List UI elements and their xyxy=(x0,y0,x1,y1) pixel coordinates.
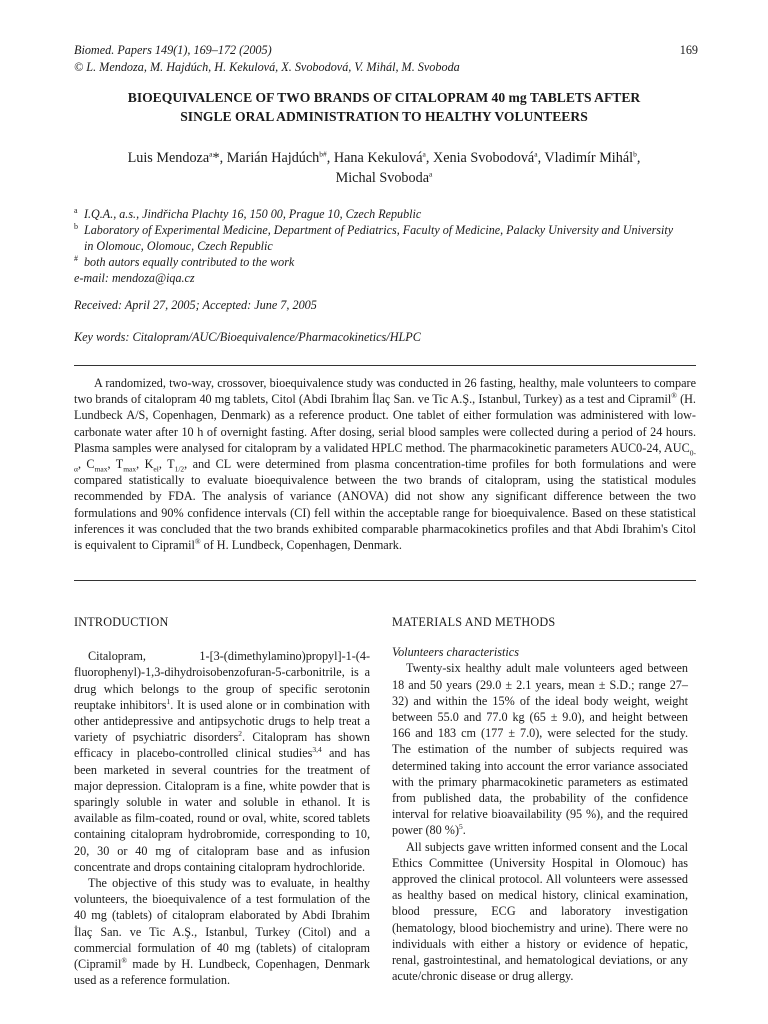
subscript: el xyxy=(153,464,159,474)
introduction-heading: INTRODUCTION xyxy=(74,615,169,629)
author-affil-mark: a xyxy=(429,169,433,179)
abstract-text: A randomized, two-way, crossover, bioequivalence study was conducted in 26 fasting, healthy, male volunteers to compare two brands of citalopram 40 mg tablets, Citol (Abdi Ibrahim İlaç San. ve Tic A.Ş., Istanbul, Turkey) as a test and Cipramil xyxy=(74,376,696,407)
volunteers-subheading: Volunteers characteristics xyxy=(392,645,519,660)
affiliation-text: I.Q.A., a.s., Jindřicha Plachty 16, 150 00, Prague 10, Czech Republic xyxy=(84,207,422,221)
author-affil-mark: a xyxy=(209,149,213,159)
subscript: 0-α xyxy=(74,448,696,474)
abstract-top-rule xyxy=(74,365,696,366)
body-text: and has been marketed in several countries for the treatment of major depression. Citalopram is a fine, white powder that is sparingly soluble in water and soluble in ethanol. It is available as film-coated, round or oval, white, scored tablets containing citalopram hydrobromide, corresponding to 10, 20, 30 or 40 mg of citalopram base and as infusion concentrate and drops containing citalopram hydrochloride. xyxy=(74,746,370,874)
affiliation-mark: b xyxy=(74,222,78,231)
methods-heading: MATERIALS AND METHODS xyxy=(392,615,556,629)
author-name: Michal Svoboda xyxy=(335,170,430,186)
abstract xyxy=(74,375,696,553)
body-text: . xyxy=(462,823,466,838)
affiliation-b xyxy=(74,222,698,238)
body-text: . It is used alone or in combination with other antidepressive and antipsychotic drugs to help treat a variety of psychiatric disorders xyxy=(74,697,370,745)
registered-mark: ® xyxy=(194,536,201,546)
author-affil-mark: a xyxy=(534,149,538,159)
affiliation-b-cont xyxy=(74,238,698,254)
title-line-2: SINGLE ORAL ADMINISTRATION TO HEALTHY VOLUNTEERS xyxy=(180,109,588,124)
registered-mark: ® xyxy=(671,391,677,401)
subscript: max xyxy=(123,464,137,474)
subscript: 1/2 xyxy=(174,464,185,474)
paper-title xyxy=(74,88,694,126)
affiliations xyxy=(74,206,698,286)
affiliation-a xyxy=(74,206,698,222)
author-name: Marián Hajdúch xyxy=(226,150,320,166)
author-list: Luis Mendoza$^a$*, Marián Hajdúch$^{b\#}$, Hana Kekulová$^a$, Xenia Svobodová$^a$, Vladimír Mihál$^b$, Michal Svoboda$^a$ xyxy=(127,149,641,186)
registered-mark: ® xyxy=(121,956,128,965)
affiliation-note xyxy=(74,254,698,270)
page-number: 169 xyxy=(679,43,698,57)
body-text: Twenty-six healthy adult male volunteers aged between 18 and 50 years (29.0 ± 2.1 years, mean ± S.D.; range 27–32) and within the 15% of the ideal body weight, weight between 55.0 and 77.0 kg (65 ± 9.0), and height between 166 and 183 cm (177 ± 7.0), were selected for the study. The estimation of the number of subjects required was determined taking into account the error variance associated with the primary pharmacokinetic parameters as estimated from published data, the probability of the confidence interval for relative bioavailability (95 %), and the required power (80 %) xyxy=(392,661,688,838)
paragraph: All subjects gave written informed consent and the Local Ethics Committee (University Hospital in Olomouc) has approved the clinical protocol. All volunteers were assessed as healthy based on medical history, clinical examination, blood pressure, ECG and laboratory investigation (hematology, blood biochemistry and urine). There were no individuals with either a history or evidence of hepatic, renal, gastrointestinal, and hematological deviations, or any acute/chronic disease or drug allergy. xyxy=(392,839,688,984)
author-name: Vladimír Mihál xyxy=(544,150,634,166)
subscript: max xyxy=(94,464,108,474)
keywords-line: Key words: Citalopram/AUC/Bioequivalence/Pharmacokinetics/HLPC xyxy=(74,330,421,344)
received-accepted-dates: Received: April 27, 2005; Accepted: June 7, 2005 xyxy=(74,298,317,312)
abstract-text: , and CL were determined from plasma concentration-time profiles for both formulations and were compared statistically to evaluate bioequivalence between the two brands of citalopram, using the statistical modules recommended by FDA. The analysis of variance (ANOVA) did not show any significant difference between the two formulations and 90% confidence intervals (CI) fell within the acceptable range for bioequivalence. Based on these statistical inferences it was concluded that the two brands exhibited comparable pharmacokinetics profiles and that Abdi Ibrahim's Citol is equivalent to Cipramil xyxy=(74,457,697,553)
author-name: Xenia Svobodová xyxy=(432,150,535,166)
abstract-bottom-rule xyxy=(74,580,696,581)
abstract-text: , T xyxy=(107,457,124,472)
right-column xyxy=(392,614,688,984)
body-text: Citalopram, 1-[3-(dimethylamino)propyl]-1-(4-fluorophenyl)-1,3-dihydroisobenzofuran-5-carbonitrile, is a drug which belongs to the group of specific serotonin reuptake inhibitors xyxy=(74,649,370,712)
left-column xyxy=(74,614,370,988)
affiliation-text: in Olomouc, Olomouc, Czech Republic xyxy=(84,239,273,253)
title-line-1: BIOEQUIVALENCE OF TWO BRANDS OF CITALOPRAM 40 mg TABLETS AFTER xyxy=(127,90,641,105)
affiliation-mark: a xyxy=(74,206,78,215)
abstract-text: , T xyxy=(158,457,175,472)
contact-email: e-mail: mendoza@iqa.cz xyxy=(74,271,195,285)
author-affil-mark: a xyxy=(422,149,426,159)
abstract-text: (H. Lundbeck A/S, Copenhagen, Denmark) as a reference product. One tablet of either formulation was administered with low-carbonate water after 10 h of overnight fasting. After dosing, serial blood samples were collected during a period of 24 hours. Plasma samples were analysed for citalopram by a validated HPLC method. The pharmacokinetic parameters AUC0-24, AUC xyxy=(74,392,696,455)
author-name: Luis Mendoza xyxy=(127,150,210,166)
affiliation-text: both autors equally contributed to the work xyxy=(84,255,295,269)
author-affil-mark: b# xyxy=(319,149,327,159)
abstract-text: of H. Lundbeck, Copenhagen, Denmark. xyxy=(200,538,402,553)
body-text: The objective of this study was to evaluate, in healthy volunteers, the bioequivalence of a test formulation of the 40 mg (tablets) of citalopram elaborated by Abdi Ibrahim İlaç San. ve Tic A.Ş., Istanbul, Turkey (Citol) and a commercial formulation of 40 mg (tablets) of citalopram (Cipramil xyxy=(74,876,370,972)
running-header xyxy=(74,42,698,76)
citation-ref: 3,4 xyxy=(312,745,322,755)
citation-ref: 2 xyxy=(238,729,242,739)
copyright-line: © L. Mendoza, M. Hajdúch, H. Kekulová, X. Svobodová, V. Mihál, M. Svoboda xyxy=(74,60,460,74)
affiliation-mark: # xyxy=(74,254,78,263)
abstract-text: , C xyxy=(77,457,95,472)
paragraph xyxy=(74,648,370,875)
paragraph xyxy=(392,660,688,838)
journal-citation: Biomed. Papers 149(1), 169–172 (2005) xyxy=(74,43,272,57)
paragraph xyxy=(74,875,370,988)
body-text: . Citalopram has shown efficacy in placebo-controlled clinical studies xyxy=(74,730,370,761)
body-text: made by H. Lundbeck, Copenhagen, Denmark used as a reference formulation. xyxy=(74,957,370,988)
abstract-text: , K xyxy=(136,457,154,472)
citation-ref: 5 xyxy=(459,822,463,832)
author-name: Hana Kekulová xyxy=(333,150,423,166)
author-affil-mark: b xyxy=(633,149,637,159)
affiliation-text: Laboratory of Experimental Medicine, Department of Pediatrics, Faculty of Medicine, Palacky University and University xyxy=(84,223,674,237)
citation-ref: 1 xyxy=(166,696,171,706)
